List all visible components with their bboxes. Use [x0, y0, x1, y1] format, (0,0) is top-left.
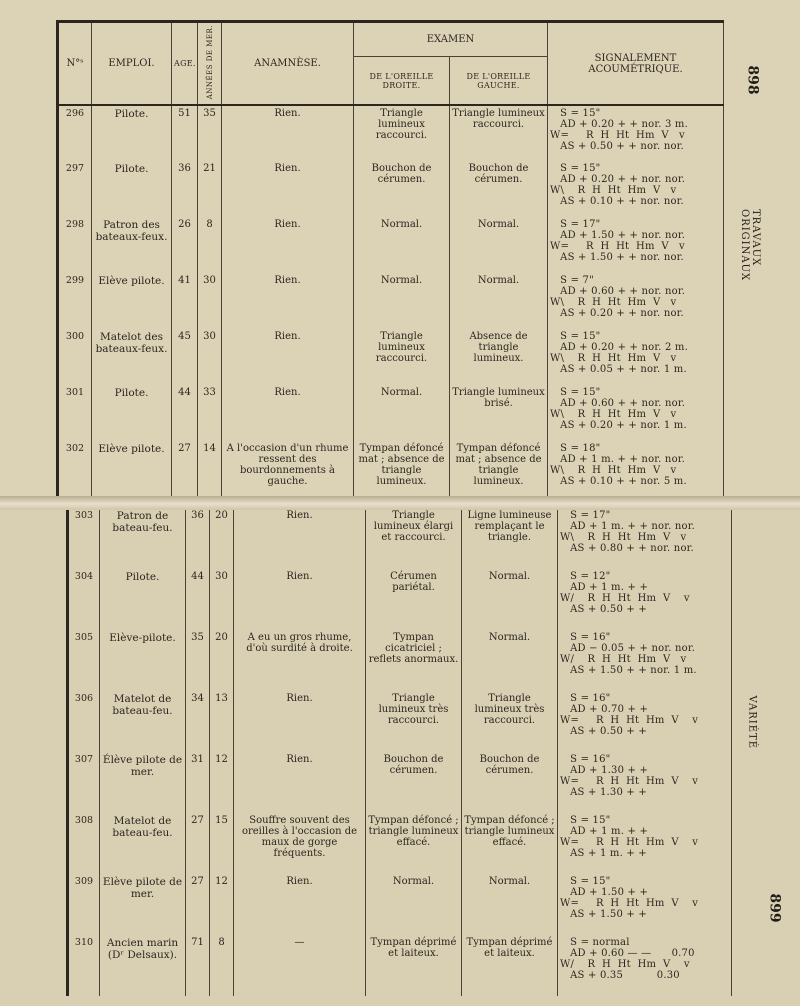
row-anamnese: Souffre souvent des oreilles à l'occasion de maux de gorge fréquents. [234, 813, 366, 874]
row-oreille-droite: Triangle lumineux raccourci. [354, 329, 450, 385]
row-oreille-droite: Triangle lumineux très raccourci. [366, 691, 462, 752]
row-signalement: S = 18" AD + 1 m. + + nor. nor. W\ R H Ht Hm V v AS + 0.10 + + nor. 5 m. [548, 441, 724, 497]
row-signalement: S = 15" AD + 0.20 + + nor. nor. W\ R H Ht Hm V v AS + 0.10 + + nor. nor. [548, 161, 724, 217]
header-annees-text: ANNÉES DE MER. [205, 25, 214, 100]
bottom-running-head: VARIÉTÉ [746, 695, 758, 750]
row-annees-mer: 14 [198, 441, 222, 497]
row-oreille-droite: Cérumen pariétal. [366, 569, 462, 630]
header-number: N°ˢ [58, 22, 92, 106]
table-row [58, 105, 724, 161]
table-row [58, 161, 724, 217]
row-number: 309 [68, 874, 100, 935]
row-oreille-gauche: Ligne lumineuse remplaçant le triangle. [462, 508, 558, 569]
row-oreille-gauche: Normal. [450, 217, 548, 273]
row-anamnese: Rien. [234, 691, 366, 752]
row-oreille-droite: Normal. [354, 385, 450, 441]
row-signalement: S = 15" AD + 0.20 + + nor. 2 m. W\ R H Ht Hm V v AS + 0.05 + + nor. 1 m. [548, 329, 724, 385]
row-annees-mer: 20 [210, 508, 234, 569]
table-row [58, 329, 724, 385]
row-signalement: S = normal AD + 0.60 — — 0.70 W/ R H Ht Hm V v AS + 0.35 0.30 [558, 935, 732, 996]
header-oreille-gauche: DE L'OREILLE GAUCHE. [450, 57, 548, 106]
row-oreille-droite: Normal. [354, 217, 450, 273]
row-oreille-droite: Tympan déprimé et laiteux. [366, 935, 462, 996]
row-age: 35 [186, 630, 210, 691]
row-number: 299 [58, 273, 92, 329]
header-annees [198, 22, 222, 106]
row-annees-mer: 20 [210, 630, 234, 691]
row-signalement: S = 16" AD − 0.05 + + nor. nor. W/ R H Ht Hm V v AS + 1.50 + + nor. 1 m. [558, 630, 732, 691]
row-number: 307 [68, 752, 100, 813]
row-age: 44 [172, 385, 198, 441]
table-row [58, 273, 724, 329]
row-oreille-droite: Bouchon de cérumen. [354, 161, 450, 217]
row-emploi: Matelot de bateau-feu. [100, 813, 186, 874]
row-anamnese: Rien. [234, 752, 366, 813]
row-oreille-droite: Tympan cicatriciel ; reflets anormaux. [366, 630, 462, 691]
row-age: 26 [172, 217, 198, 273]
row-emploi: Pilote. [100, 569, 186, 630]
bottom-table-body [68, 508, 732, 996]
header-signalement: SIGNALEMENT ACOUMÉTRIQUE. [548, 22, 724, 106]
row-signalement: S = 7" AD + 0.60 + + nor. nor. W\ R H Ht Hm V v AS + 0.20 + + nor. nor. [548, 273, 724, 329]
row-age: 71 [186, 935, 210, 996]
row-emploi: Patron des bateaux-feux. [92, 217, 172, 273]
row-age: 36 [186, 508, 210, 569]
row-oreille-droite: Bouchon de cérumen. [366, 752, 462, 813]
row-oreille-gauche: Tympan déprimé et laiteux. [462, 935, 558, 996]
row-age: 51 [172, 105, 198, 161]
row-signalement: S = 17" AD + 1.50 + + nor. nor. W= R H Ht Hm V v AS + 1.50 + + nor. nor. [548, 217, 724, 273]
row-emploi: Elève pilote. [92, 273, 172, 329]
row-anamnese: Rien. [222, 385, 354, 441]
row-oreille-gauche: Normal. [462, 569, 558, 630]
row-oreille-gauche: Normal. [462, 874, 558, 935]
header-anamnese: ANAMNÈSE. [222, 22, 354, 106]
row-age: 27 [172, 441, 198, 497]
row-signalement: S = 12" AD + 1 m. + + W/ R H Ht Hm V v AS + 0.50 + + [558, 569, 732, 630]
row-emploi: Élève pilote de mer. [100, 752, 186, 813]
table-row [68, 630, 732, 691]
row-anamnese: Rien. [222, 105, 354, 161]
header-age: AGE. [172, 22, 198, 106]
row-annees-mer: 30 [198, 273, 222, 329]
row-annees-mer: 21 [198, 161, 222, 217]
row-emploi: Elève pilote. [92, 441, 172, 497]
row-anamnese: Rien. [234, 508, 366, 569]
row-number: 301 [58, 385, 92, 441]
row-anamnese: Rien. [222, 273, 354, 329]
page-fold [0, 496, 800, 510]
row-oreille-gauche: Absence de triangle lumineux. [450, 329, 548, 385]
row-number: 302 [58, 441, 92, 497]
row-annees-mer: 30 [198, 329, 222, 385]
row-anamnese: A l'occasion d'un rhume ressent des bourdonnements à gauche. [222, 441, 354, 497]
table-row [58, 441, 724, 497]
row-emploi: Pilote. [92, 161, 172, 217]
top-page-number: 898 [744, 65, 761, 95]
table-row [68, 691, 732, 752]
row-oreille-gauche: Normal. [450, 273, 548, 329]
row-oreille-gauche: Bouchon de cérumen. [462, 752, 558, 813]
row-number: 304 [68, 569, 100, 630]
row-number: 308 [68, 813, 100, 874]
row-emploi: Patron de bateau-feu. [100, 508, 186, 569]
row-oreille-gauche: Bouchon de cérumen. [450, 161, 548, 217]
row-annees-mer: 13 [210, 691, 234, 752]
table-row [58, 217, 724, 273]
table-header [58, 22, 724, 106]
row-annees-mer: 8 [198, 217, 222, 273]
row-annees-mer: 35 [198, 105, 222, 161]
row-age: 45 [172, 329, 198, 385]
bottom-register-table [66, 508, 732, 996]
row-age: 41 [172, 273, 198, 329]
row-annees-mer: 8 [210, 935, 234, 996]
row-emploi: Pilote. [92, 385, 172, 441]
bottom-page-number: 899 [766, 893, 783, 923]
row-annees-mer: 12 [210, 752, 234, 813]
row-signalement: S = 15" AD + 0.60 + + nor. nor. W\ R H Ht Hm V v AS + 0.20 + + nor. 1 m. [548, 385, 724, 441]
row-emploi: Ancien marin (Dʳ Delsaux). [100, 935, 186, 996]
bottom-page [0, 500, 800, 1006]
row-signalement: S = 15" AD + 0.20 + + nor. 3 m. W= R H Ht Hm V v AS + 0.50 + + nor. nor. [548, 105, 724, 161]
row-oreille-gauche: Normal. [462, 630, 558, 691]
row-anamnese: Rien. [222, 329, 354, 385]
row-anamnese: Rien. [222, 217, 354, 273]
row-oreille-droite: Triangle lumineux raccourci. [354, 105, 450, 161]
row-oreille-gauche: Triangle lumineux très raccourci. [462, 691, 558, 752]
row-number: 300 [58, 329, 92, 385]
row-number: 296 [58, 105, 92, 161]
header-examen: EXAMEN [354, 22, 548, 57]
row-signalement: S = 17" AD + 1 m. + + nor. nor. W\ R H Ht Hm V v AS + 0.80 + + nor. nor. [558, 508, 732, 569]
row-age: 36 [172, 161, 198, 217]
row-emploi: Matelot des bateaux-feux. [92, 329, 172, 385]
row-age: 34 [186, 691, 210, 752]
top-running-head: TRAVAUX ORIGINAUX [739, 209, 761, 282]
row-anamnese: Rien. [234, 569, 366, 630]
table-row [68, 569, 732, 630]
row-annees-mer: 33 [198, 385, 222, 441]
row-oreille-droite: Triangle lumineux élargi et raccourci. [366, 508, 462, 569]
row-signalement: S = 15" AD + 1 m. + + W= R H Ht Hm V v AS + 1 m. + + [558, 813, 732, 874]
row-age: 27 [186, 813, 210, 874]
row-oreille-droite: Tympan défoncé ; triangle lumineux effacé. [366, 813, 462, 874]
row-anamnese: Rien. [234, 874, 366, 935]
row-annees-mer: 30 [210, 569, 234, 630]
row-age: 44 [186, 569, 210, 630]
row-signalement: S = 15" AD + 1.50 + + W= R H Ht Hm V v AS + 1.50 + + [558, 874, 732, 935]
row-age: 31 [186, 752, 210, 813]
row-oreille-gauche: Triangle lumineux brisé. [450, 385, 548, 441]
header-emploi: EMPLOI. [92, 22, 172, 106]
row-anamnese: A eu un gros rhume, d'où surdité à droite. [234, 630, 366, 691]
row-number: 297 [58, 161, 92, 217]
row-number: 303 [68, 508, 100, 569]
row-emploi: Pilote. [92, 105, 172, 161]
header-oreille-droite: DE L'OREILLE DROITE. [354, 57, 450, 106]
table-row [68, 508, 732, 569]
row-signalement: S = 16" AD + 1.30 + + W= R H Ht Hm V v AS + 1.30 + + [558, 752, 732, 813]
table-row [68, 752, 732, 813]
row-annees-mer: 12 [210, 874, 234, 935]
row-number: 310 [68, 935, 100, 996]
table-row [68, 935, 732, 996]
row-number: 305 [68, 630, 100, 691]
row-number: 298 [58, 217, 92, 273]
row-number: 306 [68, 691, 100, 752]
top-register-table [56, 20, 724, 497]
top-page [0, 0, 800, 500]
row-oreille-gauche: Triangle lumineux raccourci. [450, 105, 548, 161]
table-row [58, 385, 724, 441]
row-emploi: Matelot de bateau-feu. [100, 691, 186, 752]
top-table-body [58, 105, 724, 497]
row-signalement: S = 16" AD + 0.70 + + W= R H Ht Hm V v AS + 0.50 + + [558, 691, 732, 752]
row-emploi: Elève-pilote. [100, 630, 186, 691]
row-oreille-droite: Normal. [354, 273, 450, 329]
table-row [68, 874, 732, 935]
table-row [68, 813, 732, 874]
row-annees-mer: 15 [210, 813, 234, 874]
row-oreille-gauche: Tympan défoncé mat ; absence de triangle lumineux. [450, 441, 548, 497]
row-oreille-droite: Tympan défoncé mat ; absence de triangle lumineux. [354, 441, 450, 497]
row-anamnese: — [234, 935, 366, 996]
row-oreille-droite: Normal. [366, 874, 462, 935]
row-anamnese: Rien. [222, 161, 354, 217]
row-age: 27 [186, 874, 210, 935]
row-oreille-gauche: Tympan défoncé ; triangle lumineux effacé. [462, 813, 558, 874]
row-emploi: Elève pilote de mer. [100, 874, 186, 935]
